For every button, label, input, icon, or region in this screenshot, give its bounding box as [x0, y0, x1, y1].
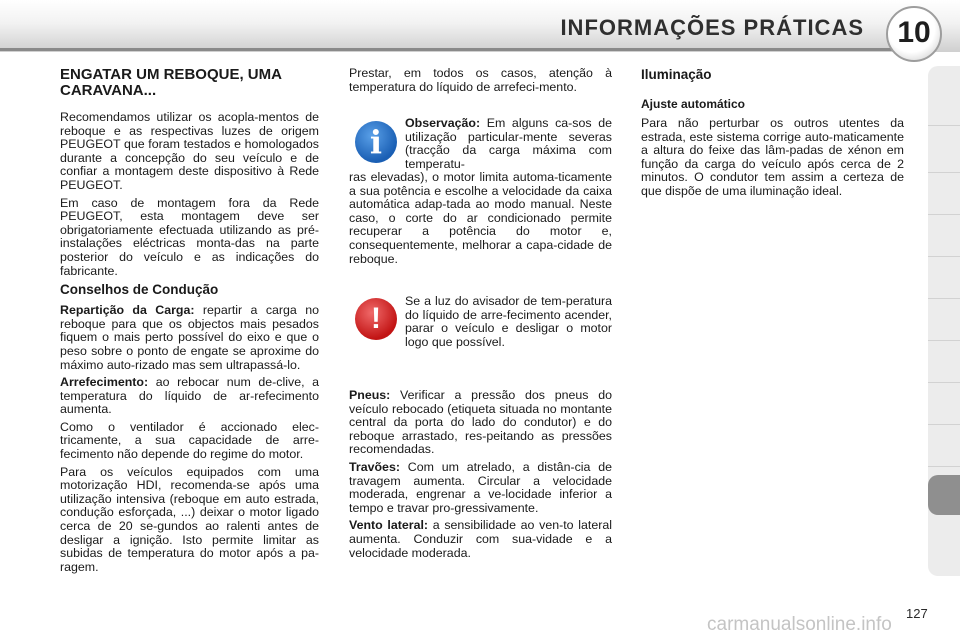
term-text: ao rebocar num de-clive, a temperatura do líquido de ar-refecimento aumenta.	[60, 375, 319, 417]
note-continuation: ras elevadas), o motor limita automa-ticamente a sua potência e escolhe a velocidade da caixa automática adap-tada ao modo manual. Neste caso, o corte do ar condicionado permite recuperar a potência do motor e, consequentemente, melhorar a capa-cidade de reboque.	[349, 170, 612, 266]
paragraph: Em caso de montagem fora da Rede PEUGEOT, esta montagem deve ser obrigatoriamente efectuada utilizando as pré-instalações eléctricas monta-das na parte posterior do veículo e as indicações do fabricante.	[60, 195, 319, 278]
side-tab-divider	[928, 298, 960, 299]
side-tab-current-chapter	[928, 475, 960, 515]
chapter-badge	[886, 6, 942, 62]
paragraph: Prestar, em todos os casos, atenção à temperatura do líquido de arrefeci-mento.	[349, 66, 612, 94]
side-tab-divider	[928, 424, 960, 425]
paragraph	[60, 376, 319, 417]
side-tab-divider	[928, 125, 960, 126]
subsection-heading: Conselhos de Condução	[60, 282, 219, 298]
term-text: a sensibilidade ao ven-to lateral aumenta. Conduzir com sua-vidade e a velocidade moderada.	[349, 518, 612, 560]
column-right	[641, 67, 904, 203]
term-text: Verificar a pressão dos pneus do veículo rebocado (etiqueta situada no montante central da porta do lado do condutor) e do reboque arrastado, res-peitando as pressões recomendadas.	[349, 388, 612, 457]
term-text: Em alguns ca-sos de utilização particular-mente severas (tracção da carga máxima com temperatu-	[405, 116, 612, 171]
column-left	[60, 67, 319, 578]
side-tab-divider	[928, 172, 960, 173]
chapter-number: 10	[897, 16, 931, 49]
paragraph: Para não perturbar os outros utentes da estrada, este sistema corrige auto-maticamente a altura do feixe das lâm-padas de xénon em função da carga do veículo após cerca de 2 minutos. O condutor tem assim a certeza de que dispõe de uma iluminação ideal.	[641, 116, 904, 198]
paragraph: Como o ventilador é accionado elec-tricamente, a sua capacidade de arre-fecimento não depende do regime do motor.	[60, 419, 319, 462]
side-tab-divider	[928, 466, 960, 467]
term-label: Vento lateral:	[349, 518, 429, 533]
paragraph	[60, 304, 319, 372]
note-block	[405, 117, 612, 171]
side-tab-divider	[928, 214, 960, 215]
subsection-heading: Ajuste automático	[641, 97, 746, 111]
warning-block: Se a luz do avisador de tem-peratura do líquido de arre-fecimento acender, parar o veículo e desligar o motor logo que possível.	[405, 294, 612, 349]
term-text: repartir a carga no reboque para que os objectos mais pesados fiquem o mais perto possível do eixo e que o peso sobre o ponto de engate se aproxime do máximo auto-rizado mas sem ultrapassá-lo.	[60, 303, 319, 372]
section-heading: Iluminação	[641, 67, 712, 82]
watermark: carmanualsonline.info	[707, 614, 892, 635]
info-icon: i	[355, 121, 397, 163]
column-middle-advice	[349, 389, 612, 564]
paragraph	[349, 461, 612, 515]
header-divider	[0, 48, 900, 51]
term-label: Repartição da Carga:	[60, 303, 195, 318]
section-heading: ENGATAR UM REBOQUE, UMA CARAVANA...	[60, 66, 282, 99]
side-tab-divider	[928, 382, 960, 383]
page-title: INFORMAÇÕES PRÁTICAS	[560, 15, 864, 40]
side-tab-divider	[928, 256, 960, 257]
side-tab-divider	[928, 340, 960, 341]
paragraph	[349, 389, 612, 457]
paragraph: Para os veículos equipados com uma motorização HDI, recomenda-se após uma utilização intensiva (reboque em auto estrada, condução esforçada, ...) deixar o motor ligado cerca de 20 se-gundos ao ralenti antes de desligar a ignição. Isto permite limitar as subidas de temperatura do motor após a pa-ragem.	[60, 464, 319, 574]
term-label: Pneus:	[349, 388, 391, 402]
column-middle-intro	[349, 67, 612, 98]
warning-icon: !	[355, 298, 397, 340]
term-label: Travões:	[349, 459, 400, 474]
term-label: Arrefecimento:	[60, 375, 149, 390]
page-number: 127	[906, 606, 928, 621]
term-label: Observação:	[405, 116, 481, 130]
paragraph	[349, 519, 612, 560]
term-text: Com um atrelado, a distân-cia de travagem aumenta. Circular a velocidade moderada, engrenar a ve-locidade inferior a tempo e travar pro-gressivamente.	[349, 459, 612, 515]
paragraph: Recomendamos utilizar os acopla-mentos de reboque e as respectivas luzes de origem PEUGEOT que foram testados e homologados durante a concepção do seu veículo e de confiar a montagem deste dispositivo à Rede PEUGEOT.	[60, 110, 319, 192]
